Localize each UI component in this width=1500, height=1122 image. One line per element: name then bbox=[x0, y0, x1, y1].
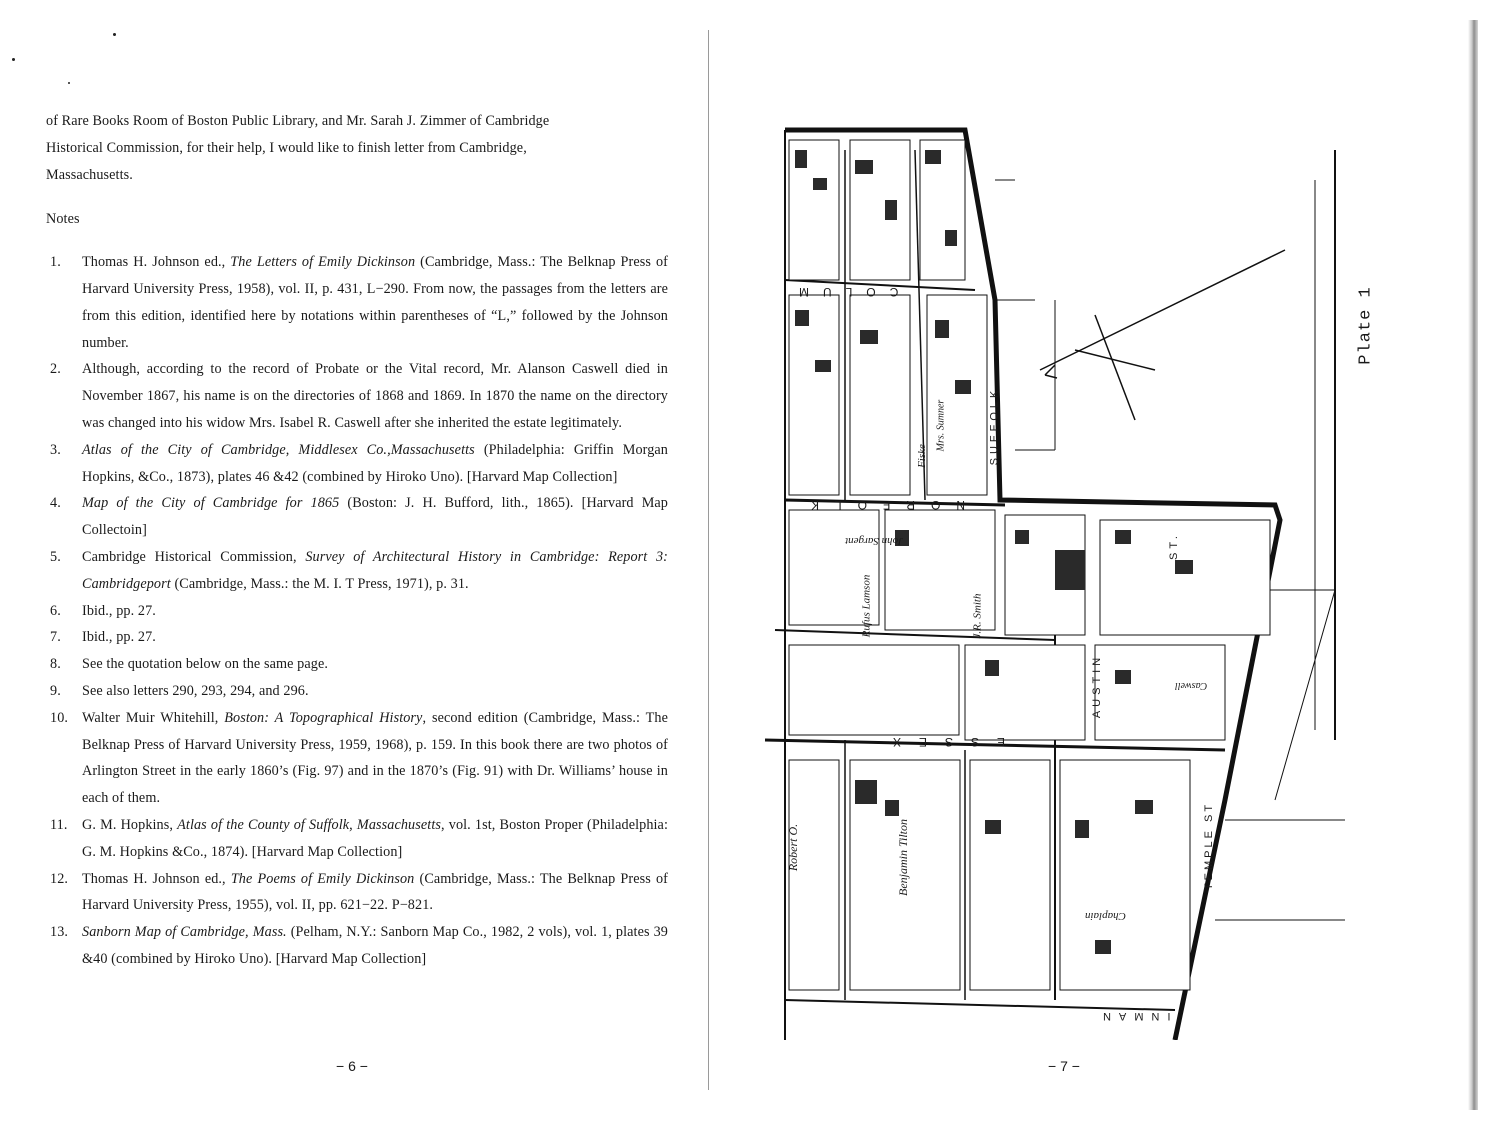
left-page bbox=[46, 108, 668, 973]
building bbox=[885, 200, 897, 220]
building bbox=[1115, 530, 1131, 544]
owner-label: Mrs. Sumner bbox=[935, 399, 947, 452]
note-segment: , vol. 1st, Boston Proper (Philadelphia: G. M. Hopkins &Co., 1874). [Harvard Map Collection] bbox=[82, 816, 668, 860]
building bbox=[860, 330, 878, 344]
street-label: SUFFOLK bbox=[988, 386, 1001, 466]
note-item bbox=[46, 249, 668, 356]
building bbox=[795, 310, 809, 326]
note-cited-title: The Poems of Emily Dickinson bbox=[230, 870, 415, 887]
scan-speck bbox=[113, 33, 116, 36]
building bbox=[815, 360, 831, 372]
compass-icon bbox=[1040, 250, 1285, 420]
note-number: 12. bbox=[50, 870, 69, 887]
note-item bbox=[46, 866, 668, 920]
note-text bbox=[70, 544, 668, 598]
street-line bbox=[995, 180, 1035, 300]
note-item bbox=[46, 651, 668, 678]
building bbox=[1175, 560, 1193, 574]
note-text bbox=[70, 651, 668, 678]
note-text bbox=[70, 598, 668, 625]
note-text bbox=[70, 437, 668, 491]
lot-block bbox=[965, 645, 1085, 740]
note-number: 10. bbox=[50, 709, 69, 726]
note-segment: See the quotation below on the same page. bbox=[82, 656, 329, 673]
note-segment: Ibid., pp. 27. bbox=[82, 629, 156, 646]
note-number: 3. bbox=[50, 441, 61, 458]
street-line bbox=[1015, 300, 1055, 450]
note-item bbox=[46, 544, 668, 598]
lot-block bbox=[1095, 645, 1225, 740]
building bbox=[935, 320, 949, 338]
owner-label: John Sargent bbox=[845, 535, 903, 547]
notes-list bbox=[46, 249, 668, 973]
note-number: 8. bbox=[50, 656, 61, 673]
note-cited-title: The Letters of Emily Dickinson bbox=[230, 254, 416, 271]
owner-label: Chaplain bbox=[1085, 910, 1126, 922]
scan-speck bbox=[12, 58, 15, 61]
street-label: TEMPLE ST bbox=[1203, 801, 1216, 891]
note-segment: Thomas H. Johnson ed., bbox=[82, 870, 231, 887]
note-item bbox=[46, 356, 668, 436]
note-cited-title: Atlas of the County of Suffolk, Massachusetts bbox=[177, 816, 441, 833]
map-plate bbox=[755, 120, 1355, 1040]
note-item bbox=[46, 919, 668, 973]
building bbox=[1135, 800, 1153, 814]
street-label: ESSEX bbox=[875, 735, 1006, 749]
note-number: 2. bbox=[50, 361, 61, 378]
lot-block bbox=[850, 295, 910, 495]
note-segment: See also letters 290, 293, 294, and 296. bbox=[82, 682, 309, 699]
building bbox=[955, 380, 971, 394]
owner-label: Caswell bbox=[1175, 680, 1208, 691]
note-text bbox=[70, 249, 668, 356]
building bbox=[925, 150, 941, 164]
intro-line: Massachusetts. bbox=[46, 166, 133, 183]
note-text bbox=[70, 356, 668, 436]
note-segment: Cambridge Historical Commission, bbox=[82, 548, 306, 565]
scan-speck bbox=[68, 82, 70, 84]
note-segment: (Cambridge, Mass.: the M. I. T Press, 1971), p. 31. bbox=[170, 575, 469, 592]
note-text bbox=[70, 812, 668, 866]
building bbox=[885, 800, 899, 816]
note-text bbox=[70, 866, 668, 920]
note-number: 7. bbox=[50, 629, 61, 646]
street-label: ST. bbox=[1167, 532, 1180, 560]
note-item bbox=[46, 437, 668, 491]
building bbox=[1055, 550, 1085, 590]
intro-line: of Rare Books Room of Boston Public Library, and Mr. Sarah J. Zimmer of Cambridge bbox=[46, 113, 550, 129]
note-text bbox=[70, 490, 668, 544]
building bbox=[1075, 820, 1089, 838]
lot-block bbox=[789, 645, 959, 735]
building bbox=[855, 160, 873, 174]
note-cited-title: Survey of Architectural History in Cambridge: Report 3: Cambridgeport bbox=[82, 548, 668, 592]
street-label: COLUM bbox=[785, 285, 899, 299]
note-text bbox=[70, 678, 668, 705]
note-segment: (Cambridge, Mass.: The Belknap Press of Harvard University Press, 1955), vol. II, pp. 621−22. P−821. bbox=[82, 870, 669, 914]
note-segment: G. M. Hopkins, bbox=[82, 816, 178, 833]
lot-block bbox=[1060, 760, 1190, 990]
owner-label: Benjamin Tilton bbox=[896, 818, 911, 897]
note-number: 13. bbox=[50, 924, 69, 941]
lot-block bbox=[970, 760, 1050, 990]
city-map bbox=[755, 120, 1355, 1040]
plate-label-text: Plate 1 bbox=[1356, 285, 1376, 365]
street-label: INMAN bbox=[1095, 1010, 1171, 1022]
note-segment: (Philadelphia: Griffin Morgan Hopkins, &Co., 1873), plates 46 &42 (combined by Hiroko Uno). [Harvard Map Collection] bbox=[82, 441, 668, 485]
street-label: NORFOLK bbox=[795, 498, 966, 512]
note-text bbox=[70, 919, 668, 973]
page-number-left: − 6 − bbox=[336, 1058, 368, 1074]
building bbox=[813, 178, 827, 190]
note-item bbox=[46, 705, 668, 812]
note-segment: (Cambridge, Mass.: The Belknap Press of Harvard University Press, 1958), vol. II, p. 431, L−290. From now, the passages from the letters are from this edition, identified here by notations within parentheses of “L,” followed by the Johnson number. bbox=[82, 254, 668, 351]
building bbox=[945, 230, 957, 246]
note-number: 5. bbox=[50, 548, 61, 565]
note-number: 9. bbox=[50, 682, 61, 699]
note-segment: Ibid., pp. 27. bbox=[82, 602, 156, 619]
owner-label: J.R. Smith bbox=[971, 593, 984, 639]
note-segment: Thomas H. Johnson ed., bbox=[82, 254, 231, 271]
note-cited-title: Atlas of the City of Cambridge, Middlesex Co.,Massachusetts bbox=[82, 441, 475, 458]
page-gutter bbox=[708, 30, 709, 1090]
note-number: 4. bbox=[50, 495, 61, 512]
scan-edge bbox=[1468, 20, 1478, 1110]
building bbox=[985, 660, 999, 676]
building bbox=[985, 820, 1001, 834]
building bbox=[1095, 940, 1111, 954]
note-segment: Although, according to the record of Probate or the Vital record, Mr. Alanson Caswell died in November 1867, his name is on the directories of 1868 and 1869. In 1870 the name on the directory was changed into his widow Mrs. Isabel R. Caswell after she inherited the estate legitimately. bbox=[82, 361, 668, 431]
note-segment: (Pelham, N.Y.: Sanborn Map Co., 1982, 2 vols), vol. 1, plates 39 &40 (combined by Hiroko Uno). [Harvard Map Collection] bbox=[82, 924, 668, 967]
note-segment: Walter Muir Whitehill, bbox=[82, 709, 225, 726]
building bbox=[1015, 530, 1029, 544]
page-number-right: − 7 − bbox=[1048, 1058, 1080, 1074]
building bbox=[855, 780, 877, 804]
note-cited-title: Sanborn Map of Cambridge, Mass. bbox=[82, 924, 287, 941]
note-segment: , second edition (Cambridge, Mass.: The Belknap Press of Harvard University Press, 1959, 1968), p. 159. In this book there are two photos of Arlington Street in the early 1860’s (Fig. 97) and in the 1870’s (Fig. 91) with Dr. Williams’ house in each of them. bbox=[82, 709, 668, 807]
building bbox=[1115, 670, 1131, 684]
note-segment: (Boston: J. H. Bufford, lith., 1865). [Harvard Map Collectoin] bbox=[82, 495, 668, 539]
note-item bbox=[46, 490, 668, 544]
intro-line: Historical Commission, for their help, I would like to finish letter from Cambridge, bbox=[46, 139, 527, 156]
note-number: 6. bbox=[50, 602, 61, 619]
notes-heading: Notes bbox=[46, 211, 80, 228]
owner-label: Fiske bbox=[915, 444, 928, 468]
note-number: 1. bbox=[50, 254, 61, 271]
note-cited-title: Boston: A Topographical History bbox=[224, 709, 423, 726]
intro-paragraph bbox=[46, 108, 668, 188]
note-item bbox=[46, 624, 668, 651]
street-line bbox=[785, 1000, 1175, 1010]
note-text bbox=[70, 624, 668, 651]
building bbox=[795, 150, 807, 168]
plate-label bbox=[1346, 280, 1386, 370]
lot-block bbox=[789, 760, 839, 990]
note-number: 11. bbox=[50, 816, 68, 833]
note-item bbox=[46, 678, 668, 705]
owner-label: Robert O. bbox=[786, 823, 801, 872]
street-label: AUSTIN bbox=[1091, 653, 1104, 719]
note-text bbox=[70, 705, 668, 812]
owner-label: Rufus Lamson bbox=[860, 574, 873, 638]
note-cited-title: Map of the City of Cambridge for 1865 bbox=[82, 495, 340, 512]
note-item bbox=[46, 598, 668, 625]
note-item bbox=[46, 812, 668, 866]
